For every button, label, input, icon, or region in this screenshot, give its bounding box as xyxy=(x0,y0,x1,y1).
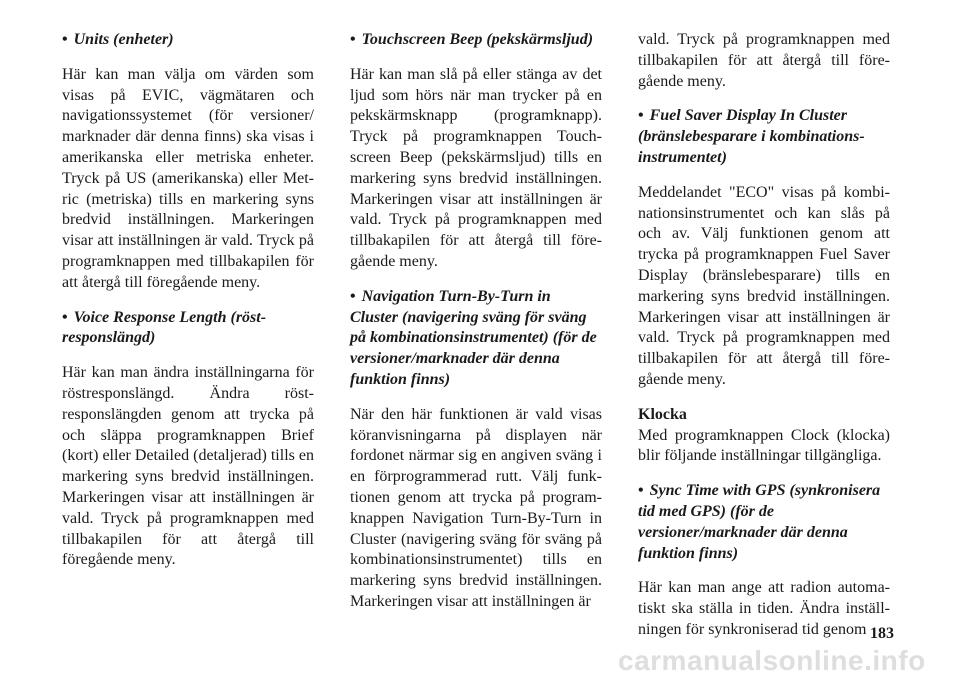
body-paragraph: Med programknappen Clock (klocka) blir följande inställningar tillgängliga. xyxy=(638,426,890,465)
section-heading xyxy=(62,30,314,51)
heading-text: Units (enheter) xyxy=(73,31,174,48)
section-heading xyxy=(350,30,602,51)
section-title: Klocka xyxy=(638,405,687,423)
bullet-icon: • xyxy=(638,482,644,500)
column-2 xyxy=(350,30,602,627)
bullet-icon: • xyxy=(638,107,644,125)
heading-text: Touchscreen Beep (pekskärmsljud) xyxy=(361,31,594,48)
body-paragraph: Här kan man välja om värden som visas på EVIC, vägmätaren och navigationssystemet (för versioner/ marknader där denna finns) ska visas i amerikanska eller metriska enheter. Tryck på US (amerikanska) eller Metric (metriska) tills en markering syns bredvid inställningen. Markeringen visar att inställningen är vald. Tryck på programknappen med tillbakapilen för att återgå till föregående meny. xyxy=(62,65,314,291)
heading-text: Sync Time with GPS (synkronisera tid med GPS) (för de versioner/marknader där denna funktion finns) xyxy=(638,482,881,562)
body-paragraph: vald. Tryck på programknappen med tillbakapilen för att återgå till föregående meny. xyxy=(638,31,890,90)
body-paragraph: När den här funktionen är vald visas köranvisningarna på displayen när fordonet närmar sig en angiven sväng i en förprogrammerad rutt. Välj funktionen genom att trycka på programknappen Navigation Turn-By-Turn in Cluster (navigering sväng för sväng på kombinationsinstrumentet) tills en markering syns bredvid inställningen. Markeringen visar att inställningen är xyxy=(350,405,602,610)
bullet-icon: • xyxy=(62,31,68,48)
body-paragraph: Här kan man ange att radion automatiskt ska ställa in tiden. Ändra inställningen för synkroniserad tid genom xyxy=(638,579,890,638)
heading-text: Navigation Turn-By-Turn in Cluster (navigering sväng för sväng på kombinationsinstrumentet) (för de versioner/marknader där denna funktion finns) xyxy=(350,287,597,388)
body-paragraph: Här kan man slå på eller stänga av det ljud som hörs när man trycker på en pekskärmsknapp (programknapp). Tryck på programknappen Touchscreen Beep (pekskärmsljud) tills en markering syns bredvid inställningen. Markeringen visar att inställningen är vald. Tryck på programknappen med tillbakapilen för att återgå till föregående meny. xyxy=(350,65,602,270)
section-heading xyxy=(638,481,890,564)
watermark: carmanualsonline.info xyxy=(618,645,926,676)
page-number: 183 xyxy=(870,625,894,642)
bullet-icon: • xyxy=(62,308,68,326)
section-heading xyxy=(638,106,890,168)
bullet-icon: • xyxy=(350,287,356,305)
column-1 xyxy=(62,30,314,585)
section-heading xyxy=(62,308,314,350)
heading-text: Fuel Saver Display In Cluster (bränslebesparare i kombinationsinstrumentet) xyxy=(638,107,865,166)
bullet-icon: • xyxy=(350,31,356,48)
column-3 xyxy=(638,30,890,655)
body-paragraph: Meddelandet "ECO" visas på kombinationsinstrumentet och kan slås på och av. Välj funktionen genom att trycka på programknappen Fuel Saver Display (bränslebesparare) tills en markering syns bredvid inställningen. Markeringen visar att inställningen är vald. Tryck på programknappen med tillbakapilen för att återgå till föregående meny. xyxy=(638,183,890,388)
heading-text: Voice Response Length (röstresponslängd) xyxy=(62,308,267,347)
body-paragraph: Här kan man ändra inställningarna för röstresponslängd. Ändra röstresponslängden genom att trycka på och släppa programknappen Brief (kort) eller Detailed (detaljerad) tills en markering syns bredvid inställningen. Markeringen visar att inställningen är vald. Tryck på programknappen med tillbakapilen för att återgå till föregående meny. xyxy=(62,364,314,569)
section-heading xyxy=(350,287,602,391)
